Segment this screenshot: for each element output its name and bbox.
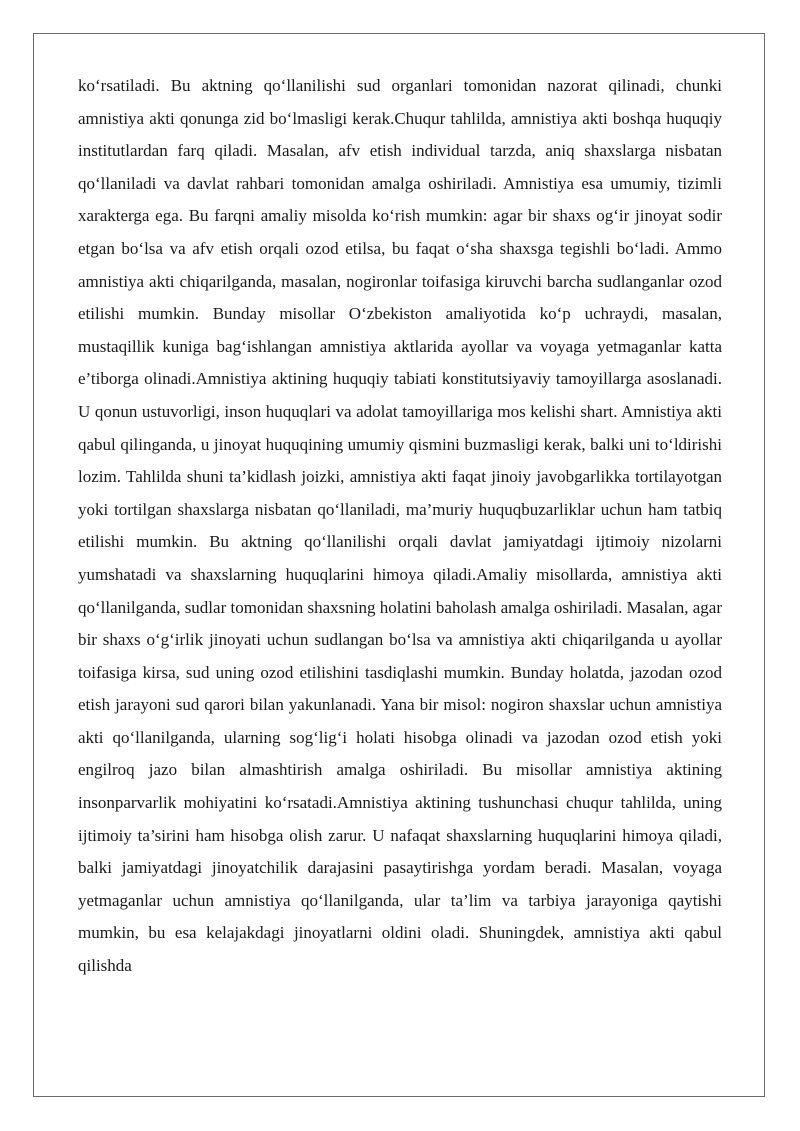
body-paragraph: ko‘rsatiladi. Bu aktning qo‘llanilishi sud organlari tomonidan nazorat qilinadi, chunki amnistiya akti qonunga zid bo‘lmasligi kerak.Chuqur tahlilda, amnistiya akti boshqa huquqiy institutlardan farq qiladi. Masalan, afv etish individual tarzda, aniq shaxslarga nisbatan qo‘llaniladi va davlat rahbari tomonidan amalga oshiriladi. Amnistiya esa umumiy, tizimli xarakterga ega. Bu farqni amaliy misolda ko‘rish mumkin: agar bir shaxs og‘ir jinoyat sodir etgan bo‘lsa va afv etish orqali ozod etilsa, bu faqat o‘sha shaxsga tegishli bo‘ladi. Ammo amnistiya akti chiqarilganda, masalan, nogironlar toifasiga kiruvchi barcha sudlanganlar ozod etilishi mumkin. Bunday misollar O‘zbekiston amaliyotida ko‘p uchraydi, masalan, mustaqillik kuniga bag‘ishlangan amnistiya aktlarida ayollar va voyaga yetmaganlar katta e’tiborga olinadi.Amnistiya aktining huquqiy tabiati konstitutsiyaviy tamoyillarga asoslanadi. U qonun ustuvorligi, inson huquqlari va adolat tamoyillariga mos kelishi shart. Amnistiya akti qabul qilinganda, u jinoyat huquqining umumiy qismini buzmasligi kerak, balki uni to‘ldirishi lozim. Tahlilda shuni ta’kidlash joizki, amnistiya akti faqat jinoiy javobgarlikka tortilayotgan yoki tortilgan shaxslarga nisbatan qo‘llaniladi, ma’muriy huquqbuzarliklar uchun ham tatbiq etilishi mumkin. Bu aktning qo‘llanilishi orqali davlat jamiyatdagi ijtimoiy nizolarni yumshatadi va shaxslarning huquqlarini himoya qiladi.Amaliy misollarda, amnistiya akti qo‘llanilganda, sudlar tomonidan shaxsning holatini baholash amalga oshiriladi. Masalan, agar bir shaxs o‘g‘irlik jinoyati uchun sudlangan bo‘lsa va amnistiya akti chiqarilganda u ayollar toifasiga kirsa, sud uning ozod etilishini tasdiqlashi mumkin. Bunday holatda, jazodan ozod etish jarayoni sud qarori bilan yakunlanadi. Yana bir misol: nogiron shaxslar uchun amnistiya akti qo‘llanilganda, ularning sog‘lig‘i holati hisobga olinadi va jazodan ozod etish yoki engilroq jazo bilan almashtirish amalga oshiriladi. Bu misollar amnistiya aktining insonparvarlik mohiyatini ko‘rsatadi.Amnistiya aktining tushunchasi chuqur tahlilda, uning ijtimoiy ta’sirini ham hisobga olish zarur. U nafaqat shaxslarning huquqlarini himoya qiladi, balki jamiyatdagi jinoyatchilik darajasini pasaytirishga yordam beradi. Masalan, voyaga yetmaganlar uchun amnistiya qo‘llanilganda, ular ta’lim va tarbiya jarayoniga qaytishi mumkin, bu esa kelajakdagi jinoyatlarni oldini oladi. Shuningdek, amnistiya akti qabul qilishda <box>78 76 722 976</box>
document-body <box>78 70 722 983</box>
